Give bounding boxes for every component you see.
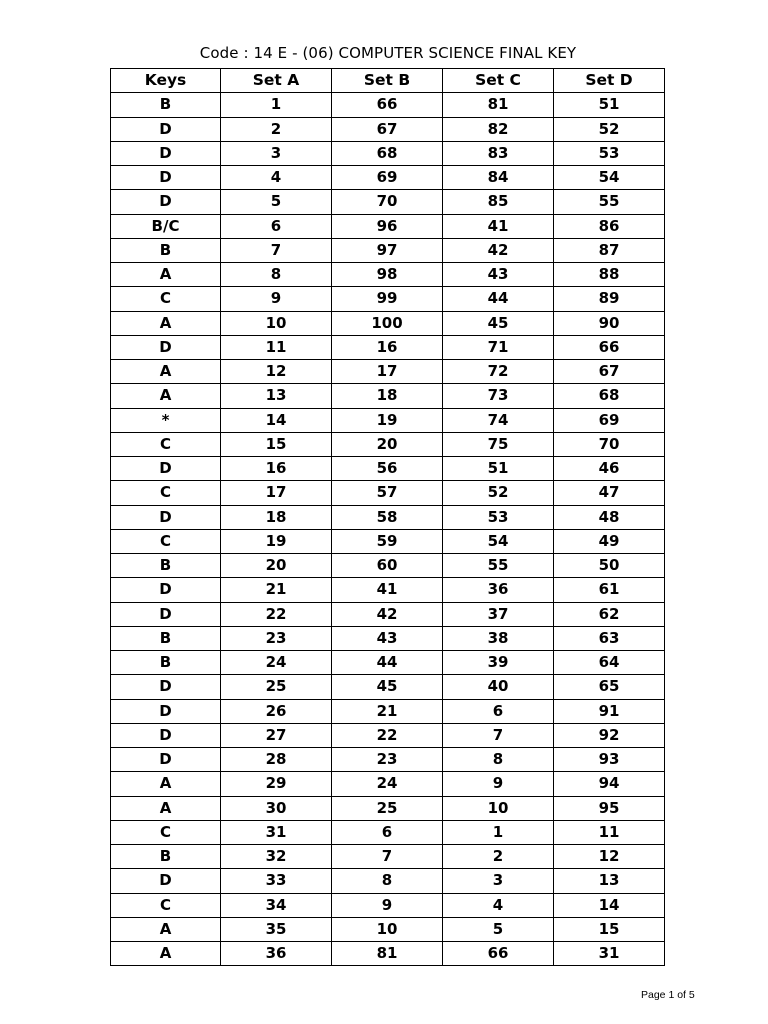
set-d-cell: 47	[554, 481, 665, 505]
key-cell: D	[111, 505, 221, 529]
header-set-c: Set C	[443, 69, 554, 93]
set-b-cell: 68	[332, 141, 443, 165]
set-b-cell: 69	[332, 166, 443, 190]
set-c-cell: 38	[443, 626, 554, 650]
set-d-cell: 53	[554, 141, 665, 165]
set-a-cell: 13	[221, 384, 332, 408]
set-d-cell: 64	[554, 651, 665, 675]
set-d-cell: 49	[554, 529, 665, 553]
key-cell: A	[111, 917, 221, 941]
set-d-cell: 51	[554, 93, 665, 117]
set-a-cell: 23	[221, 626, 332, 650]
set-c-cell: 3	[443, 869, 554, 893]
header-set-a: Set A	[221, 69, 332, 93]
table-header-row	[111, 69, 665, 93]
set-b-cell: 81	[332, 942, 443, 966]
set-c-cell: 66	[443, 942, 554, 966]
set-b-cell: 57	[332, 481, 443, 505]
set-b-cell: 97	[332, 238, 443, 262]
set-a-cell: 28	[221, 748, 332, 772]
set-a-cell: 8	[221, 263, 332, 287]
set-b-cell: 60	[332, 554, 443, 578]
set-d-cell: 15	[554, 917, 665, 941]
set-a-cell: 3	[221, 141, 332, 165]
set-a-cell: 19	[221, 529, 332, 553]
set-a-cell: 18	[221, 505, 332, 529]
set-d-cell: 67	[554, 360, 665, 384]
table-row	[111, 384, 665, 408]
set-c-cell: 41	[443, 214, 554, 238]
set-a-cell: 22	[221, 602, 332, 626]
key-cell: C	[111, 432, 221, 456]
key-cell: B	[111, 626, 221, 650]
table-row	[111, 554, 665, 578]
answer-key-table	[110, 68, 665, 966]
set-c-cell: 72	[443, 360, 554, 384]
set-c-cell: 73	[443, 384, 554, 408]
table-row	[111, 457, 665, 481]
key-cell: A	[111, 263, 221, 287]
table-row	[111, 505, 665, 529]
key-cell: A	[111, 311, 221, 335]
set-d-cell: 93	[554, 748, 665, 772]
table-row	[111, 723, 665, 747]
set-b-cell: 67	[332, 117, 443, 141]
set-b-cell: 9	[332, 893, 443, 917]
key-cell: B	[111, 554, 221, 578]
header-set-d: Set D	[554, 69, 665, 93]
set-b-cell: 8	[332, 869, 443, 893]
key-cell: A	[111, 384, 221, 408]
set-b-cell: 16	[332, 335, 443, 359]
set-a-cell: 20	[221, 554, 332, 578]
set-c-cell: 74	[443, 408, 554, 432]
set-d-cell: 69	[554, 408, 665, 432]
table-body	[111, 93, 665, 966]
table-row	[111, 481, 665, 505]
key-cell: D	[111, 141, 221, 165]
set-b-cell: 18	[332, 384, 443, 408]
table-row	[111, 238, 665, 262]
set-a-cell: 29	[221, 772, 332, 796]
set-d-cell: 90	[554, 311, 665, 335]
set-b-cell: 43	[332, 626, 443, 650]
set-c-cell: 1	[443, 820, 554, 844]
set-c-cell: 37	[443, 602, 554, 626]
set-d-cell: 52	[554, 117, 665, 141]
key-cell: D	[111, 578, 221, 602]
table-row	[111, 408, 665, 432]
key-cell: D	[111, 748, 221, 772]
set-b-cell: 70	[332, 190, 443, 214]
key-cell: A	[111, 360, 221, 384]
set-c-cell: 6	[443, 699, 554, 723]
key-cell: C	[111, 287, 221, 311]
set-d-cell: 12	[554, 845, 665, 869]
set-b-cell: 44	[332, 651, 443, 675]
key-cell: D	[111, 457, 221, 481]
key-cell: D	[111, 675, 221, 699]
set-a-cell: 30	[221, 796, 332, 820]
key-cell: A	[111, 796, 221, 820]
table-row	[111, 699, 665, 723]
table-row	[111, 141, 665, 165]
set-c-cell: 4	[443, 893, 554, 917]
key-cell: D	[111, 117, 221, 141]
set-d-cell: 68	[554, 384, 665, 408]
set-c-cell: 71	[443, 335, 554, 359]
key-cell: B/C	[111, 214, 221, 238]
set-c-cell: 85	[443, 190, 554, 214]
set-a-cell: 15	[221, 432, 332, 456]
table-row	[111, 626, 665, 650]
set-c-cell: 53	[443, 505, 554, 529]
header-set-b: Set B	[332, 69, 443, 93]
set-a-cell: 21	[221, 578, 332, 602]
set-c-cell: 39	[443, 651, 554, 675]
set-b-cell: 10	[332, 917, 443, 941]
set-b-cell: 100	[332, 311, 443, 335]
table-row	[111, 166, 665, 190]
set-d-cell: 11	[554, 820, 665, 844]
set-c-cell: 45	[443, 311, 554, 335]
key-cell: C	[111, 893, 221, 917]
set-d-cell: 92	[554, 723, 665, 747]
set-c-cell: 52	[443, 481, 554, 505]
table-row	[111, 335, 665, 359]
set-a-cell: 2	[221, 117, 332, 141]
set-a-cell: 24	[221, 651, 332, 675]
set-a-cell: 1	[221, 93, 332, 117]
set-c-cell: 55	[443, 554, 554, 578]
set-d-cell: 55	[554, 190, 665, 214]
set-c-cell: 36	[443, 578, 554, 602]
page-number: Page 1 of 5	[641, 989, 695, 1001]
key-cell: D	[111, 166, 221, 190]
table-row	[111, 820, 665, 844]
set-c-cell: 43	[443, 263, 554, 287]
set-a-cell: 27	[221, 723, 332, 747]
key-cell: B	[111, 651, 221, 675]
set-c-cell: 2	[443, 845, 554, 869]
set-b-cell: 58	[332, 505, 443, 529]
set-d-cell: 86	[554, 214, 665, 238]
table-row	[111, 772, 665, 796]
set-a-cell: 33	[221, 869, 332, 893]
set-d-cell: 94	[554, 772, 665, 796]
set-c-cell: 8	[443, 748, 554, 772]
set-b-cell: 21	[332, 699, 443, 723]
set-a-cell: 11	[221, 335, 332, 359]
table-row	[111, 311, 665, 335]
set-d-cell: 87	[554, 238, 665, 262]
set-a-cell: 9	[221, 287, 332, 311]
key-cell: D	[111, 699, 221, 723]
set-c-cell: 84	[443, 166, 554, 190]
set-c-cell: 9	[443, 772, 554, 796]
key-cell: C	[111, 529, 221, 553]
set-a-cell: 12	[221, 360, 332, 384]
set-b-cell: 45	[332, 675, 443, 699]
set-a-cell: 35	[221, 917, 332, 941]
set-d-cell: 14	[554, 893, 665, 917]
set-d-cell: 62	[554, 602, 665, 626]
key-cell: C	[111, 820, 221, 844]
table-row	[111, 263, 665, 287]
set-a-cell: 31	[221, 820, 332, 844]
set-c-cell: 7	[443, 723, 554, 747]
table-row	[111, 796, 665, 820]
table-row	[111, 893, 665, 917]
set-b-cell: 7	[332, 845, 443, 869]
set-b-cell: 41	[332, 578, 443, 602]
set-b-cell: 20	[332, 432, 443, 456]
set-b-cell: 17	[332, 360, 443, 384]
table-row	[111, 651, 665, 675]
key-cell: D	[111, 335, 221, 359]
set-b-cell: 24	[332, 772, 443, 796]
table-row	[111, 602, 665, 626]
set-a-cell: 25	[221, 675, 332, 699]
set-c-cell: 75	[443, 432, 554, 456]
set-a-cell: 6	[221, 214, 332, 238]
set-d-cell: 89	[554, 287, 665, 311]
set-a-cell: 16	[221, 457, 332, 481]
set-d-cell: 31	[554, 942, 665, 966]
set-b-cell: 98	[332, 263, 443, 287]
set-d-cell: 91	[554, 699, 665, 723]
set-a-cell: 17	[221, 481, 332, 505]
set-c-cell: 51	[443, 457, 554, 481]
key-cell: D	[111, 723, 221, 747]
set-d-cell: 50	[554, 554, 665, 578]
set-c-cell: 40	[443, 675, 554, 699]
table-row	[111, 93, 665, 117]
header-keys: Keys	[111, 69, 221, 93]
set-a-cell: 5	[221, 190, 332, 214]
key-cell: A	[111, 772, 221, 796]
set-d-cell: 46	[554, 457, 665, 481]
key-cell: B	[111, 93, 221, 117]
set-d-cell: 88	[554, 263, 665, 287]
set-a-cell: 36	[221, 942, 332, 966]
table-row	[111, 917, 665, 941]
set-c-cell: 54	[443, 529, 554, 553]
set-c-cell: 10	[443, 796, 554, 820]
table-row	[111, 287, 665, 311]
set-b-cell: 42	[332, 602, 443, 626]
table-row	[111, 529, 665, 553]
table-row	[111, 869, 665, 893]
set-a-cell: 14	[221, 408, 332, 432]
set-b-cell: 19	[332, 408, 443, 432]
key-cell: B	[111, 238, 221, 262]
set-b-cell: 66	[332, 93, 443, 117]
set-b-cell: 6	[332, 820, 443, 844]
set-d-cell: 54	[554, 166, 665, 190]
table-row	[111, 845, 665, 869]
key-cell: *	[111, 408, 221, 432]
set-d-cell: 63	[554, 626, 665, 650]
table-row	[111, 190, 665, 214]
key-cell: D	[111, 602, 221, 626]
set-c-cell: 42	[443, 238, 554, 262]
set-d-cell: 65	[554, 675, 665, 699]
set-b-cell: 22	[332, 723, 443, 747]
key-cell: B	[111, 845, 221, 869]
set-b-cell: 99	[332, 287, 443, 311]
set-c-cell: 5	[443, 917, 554, 941]
key-cell: A	[111, 942, 221, 966]
set-d-cell: 48	[554, 505, 665, 529]
set-d-cell: 61	[554, 578, 665, 602]
set-b-cell: 96	[332, 214, 443, 238]
set-c-cell: 83	[443, 141, 554, 165]
table-row	[111, 117, 665, 141]
set-a-cell: 4	[221, 166, 332, 190]
table-row	[111, 360, 665, 384]
table-row	[111, 432, 665, 456]
set-d-cell: 95	[554, 796, 665, 820]
table-row	[111, 942, 665, 966]
set-b-cell: 59	[332, 529, 443, 553]
table-row	[111, 748, 665, 772]
set-d-cell: 13	[554, 869, 665, 893]
set-a-cell: 26	[221, 699, 332, 723]
set-a-cell: 32	[221, 845, 332, 869]
set-b-cell: 25	[332, 796, 443, 820]
set-c-cell: 82	[443, 117, 554, 141]
set-a-cell: 34	[221, 893, 332, 917]
set-d-cell: 70	[554, 432, 665, 456]
table-row	[111, 578, 665, 602]
table-row	[111, 675, 665, 699]
set-c-cell: 44	[443, 287, 554, 311]
set-b-cell: 56	[332, 457, 443, 481]
page-title: Code : 14 E - (06) COMPUTER SCIENCE FINAL KEY	[199, 44, 577, 62]
key-cell: C	[111, 481, 221, 505]
set-d-cell: 66	[554, 335, 665, 359]
key-cell: D	[111, 869, 221, 893]
set-a-cell: 10	[221, 311, 332, 335]
set-c-cell: 81	[443, 93, 554, 117]
set-b-cell: 23	[332, 748, 443, 772]
key-cell: D	[111, 190, 221, 214]
table-row	[111, 214, 665, 238]
set-a-cell: 7	[221, 238, 332, 262]
